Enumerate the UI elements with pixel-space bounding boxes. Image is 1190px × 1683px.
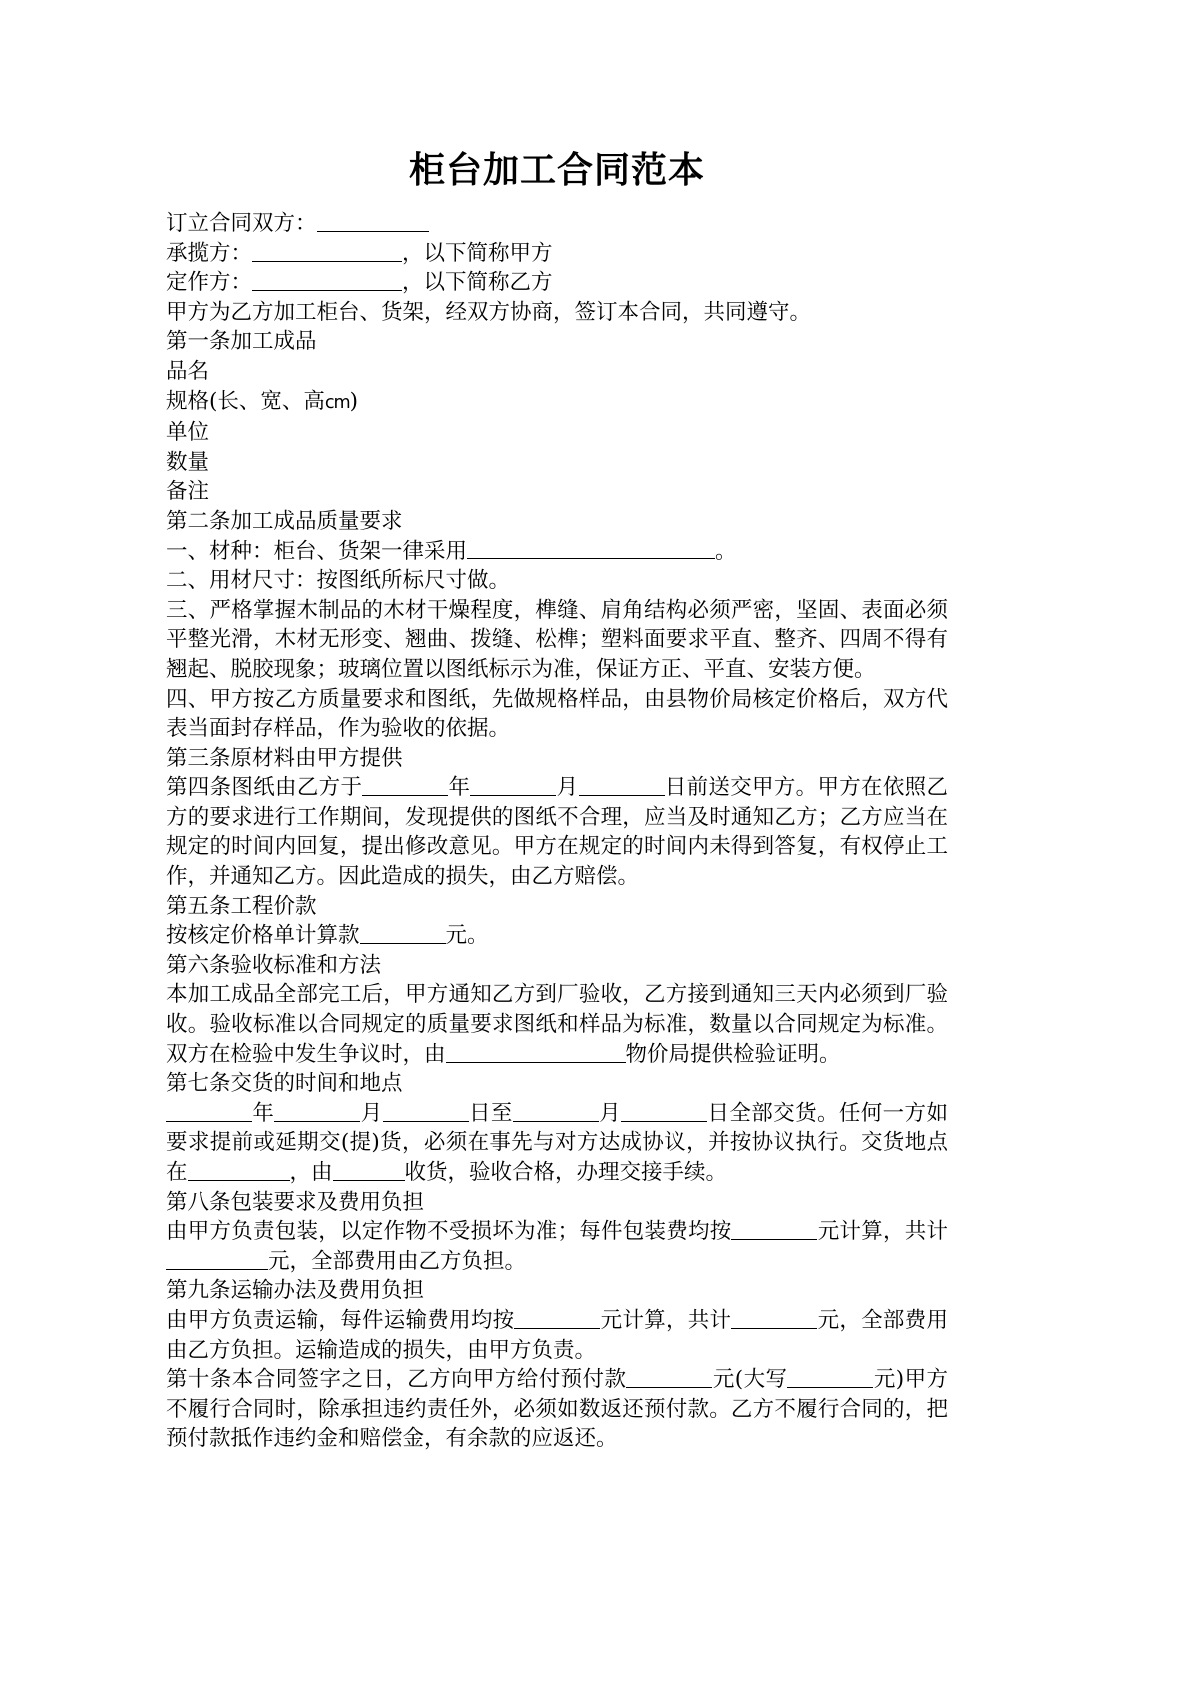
paragraph-article-9-body bbox=[166, 1306, 948, 1365]
text-run: 年 bbox=[448, 775, 471, 801]
text-run: 第三条原材料由甲方提供 bbox=[166, 745, 403, 771]
page-title: 柜台加工合同范本 bbox=[408, 150, 705, 191]
fill-in-blank[interactable] bbox=[256, 1158, 290, 1181]
paragraph-preamble bbox=[166, 298, 948, 328]
text-run: 第一条加工成品 bbox=[166, 329, 317, 355]
paragraph-article-5-heading bbox=[166, 892, 948, 922]
text-run: 数量 bbox=[166, 449, 210, 475]
text-run: 物价局提供检验证明。 bbox=[625, 1041, 841, 1067]
text-run: 本加工成品全部完工后，甲方通知乙方到厂验收，乙方接到通知三天内必须到厂验收。验收标准以合同规定的质量要求图纸和样品为标准，数量以合同规定为标准。双方在检验中发生争议时，由 bbox=[166, 982, 948, 1067]
text-run: ) bbox=[349, 388, 359, 414]
fill-in-blank[interactable] bbox=[621, 1099, 707, 1122]
text-run: 单位 bbox=[166, 420, 210, 446]
text-run: 日至 bbox=[468, 1100, 513, 1126]
fill-in-blank[interactable] bbox=[731, 1217, 817, 1240]
text-run: 由甲方负责运输，每件运输费用均按 bbox=[166, 1307, 515, 1333]
text-run: 元计算，共计 bbox=[600, 1307, 732, 1333]
text-run: 元，全部费用由乙方负担。 bbox=[268, 1248, 527, 1274]
paragraph-parties-heading bbox=[166, 209, 948, 239]
paragraph-article-2-item-2 bbox=[166, 566, 948, 596]
text-run: 元)甲方不履行合同时，除承担违约责任外，必须如数返还预付款。乙方不履行合同的，把预付款抵作违约金和赔偿金，有余款的应返还。 bbox=[166, 1367, 949, 1452]
fill-in-blank[interactable] bbox=[467, 537, 715, 560]
fill-in-blank[interactable] bbox=[579, 773, 665, 796]
paragraph-article-9-heading bbox=[166, 1276, 948, 1306]
text-run: 三、严格掌握木制品的木材干燥程度，榫缝、肩角结构必须严密，坚固、表面必须平整光滑，木材无形变、翘曲、拨缝、松榫；塑料面要求平直、整齐、四周不得有翘起、脱胶现象；玻璃位置以图纸标示为准，保证方正、平直、安装方便。 bbox=[166, 597, 948, 682]
text-run: 月 bbox=[556, 775, 579, 801]
paragraph-article-6-body bbox=[166, 980, 948, 1069]
fill-in-blank[interactable] bbox=[252, 239, 402, 262]
text-run: 由甲方负责包装，以定作物不受损坏为准；每件包装费均按 bbox=[166, 1219, 732, 1245]
text-run: 按核定价格单计算款 bbox=[166, 923, 360, 949]
fill-in-blank[interactable] bbox=[333, 1158, 405, 1181]
paragraph-article-4 bbox=[166, 773, 948, 891]
fill-in-blank[interactable] bbox=[513, 1099, 599, 1122]
fill-in-blank[interactable] bbox=[188, 1158, 256, 1181]
text-run: 月 bbox=[598, 1100, 622, 1126]
paragraph-article-8-heading bbox=[166, 1188, 948, 1218]
text-run: 第十条本合同签字之日，乙方向甲方给付预付款 bbox=[166, 1367, 627, 1393]
text-run: 品名 bbox=[166, 358, 210, 384]
text-run: 备注 bbox=[166, 479, 210, 505]
fill-in-blank[interactable] bbox=[731, 1306, 817, 1329]
text-run: 收货，验收合格，办理交接手续。 bbox=[404, 1160, 728, 1185]
text-run: 第五条工程价款 bbox=[166, 893, 317, 919]
text-run: 一、材种：柜台、货架一律采用 bbox=[166, 538, 468, 564]
paragraph-orderer-line bbox=[166, 268, 948, 298]
fill-in-blank[interactable] bbox=[166, 1099, 252, 1122]
fill-in-blank[interactable] bbox=[514, 1306, 600, 1329]
paragraph-contractor-line bbox=[166, 239, 948, 269]
paragraph-field-remarks bbox=[166, 477, 948, 507]
paragraph-article-2-item-1 bbox=[166, 537, 948, 567]
fill-in-blank[interactable] bbox=[252, 268, 402, 291]
paragraph-article-8-body bbox=[166, 1217, 948, 1276]
fill-in-blank[interactable] bbox=[274, 1099, 360, 1122]
paragraph-field-product-name bbox=[166, 357, 948, 387]
paragraph-article-2-item-3 bbox=[166, 596, 948, 685]
text-run: ，以下简称甲方 bbox=[402, 240, 553, 266]
text-run: 元。 bbox=[445, 923, 489, 949]
paragraph-field-quantity bbox=[166, 448, 948, 478]
text-run: 元计算，共计 bbox=[817, 1219, 948, 1245]
paragraph-article-5-body bbox=[166, 921, 948, 951]
text-run: 月 bbox=[360, 1100, 383, 1126]
text-run: 二、用材尺寸：按图纸所标尺寸做。 bbox=[166, 568, 511, 594]
paragraph-article-10 bbox=[166, 1365, 948, 1454]
fill-in-blank[interactable] bbox=[360, 921, 446, 944]
text-run: 订立合同双方： bbox=[166, 211, 317, 236]
text-run: 第四条图纸由乙方于 bbox=[166, 775, 363, 801]
text-run: 定作方： bbox=[166, 270, 253, 296]
text-run: 第二条加工成品质量要求 bbox=[166, 508, 403, 534]
paragraph-article-7-body bbox=[166, 1099, 948, 1188]
text-run: 元，全部费用由乙方负担。运输造成的损失，由甲方负责。 bbox=[166, 1307, 948, 1363]
paragraph-article-7-heading bbox=[166, 1069, 948, 1099]
text-run: 第六条验收标准和方法 bbox=[166, 952, 382, 978]
text-run: 第九条运输办法及费用负担 bbox=[166, 1278, 425, 1304]
text-run: 日全部交货。任何一方如要求提前或延期交(提)货，必须在事先与对方达成协议，并按协议执行。交货地点在 bbox=[166, 1100, 948, 1185]
text-run: 规格(长、宽、高 bbox=[166, 388, 325, 414]
document-content bbox=[166, 0, 948, 1454]
text-run: 甲方为乙方加工柜台、货架，经双方协商，签订本合同，共同遵守。 bbox=[166, 299, 812, 325]
paragraph-field-spec bbox=[166, 387, 948, 419]
text-run: 承揽方： bbox=[166, 240, 253, 266]
paragraph-article-3 bbox=[166, 744, 948, 774]
unit-label: cm bbox=[324, 392, 350, 413]
text-run: 第八条包装要求及费用负担 bbox=[166, 1189, 425, 1215]
document-body bbox=[166, 209, 948, 1454]
fill-in-blank[interactable] bbox=[470, 773, 556, 796]
fill-in-blank[interactable] bbox=[317, 209, 429, 232]
fill-in-blank[interactable] bbox=[166, 1247, 234, 1270]
text-run: 年 bbox=[252, 1100, 275, 1126]
text-run: 元(大写 bbox=[712, 1367, 788, 1393]
paragraph-article-2-heading bbox=[166, 507, 948, 537]
text-run: 日前送交甲方。甲方在依照乙方的要求进行工作期间，发现提供的图纸不合理，应当及时通知乙方；乙方应当在规定的时间内回复，提出修改意见。甲方在规定的时间内未得到答复，有权停止工作，并通知乙方。因此造成的损失，由乙方赔偿。 bbox=[166, 775, 948, 890]
fill-in-blank[interactable] bbox=[362, 773, 448, 796]
paragraph-field-unit bbox=[166, 418, 948, 448]
text-run: ，以下简称乙方 bbox=[402, 270, 553, 296]
text-run: ，由 bbox=[289, 1160, 333, 1185]
paragraph-article-1-heading bbox=[166, 327, 948, 357]
paragraph-article-6-heading bbox=[166, 951, 948, 981]
fill-in-blank[interactable] bbox=[626, 1365, 712, 1388]
paragraph-article-2-item-4 bbox=[166, 685, 948, 744]
fill-in-blank[interactable] bbox=[234, 1247, 268, 1270]
text-run: 第七条交货的时间和地点 bbox=[166, 1071, 403, 1097]
fill-in-blank[interactable] bbox=[446, 1040, 626, 1063]
text-run: 四、甲方按乙方质量要求和图纸，先做规格样品，由县物价局核定价格后，双方代表当面封存样品，作为验收的依据。 bbox=[166, 686, 948, 742]
text-run: 。 bbox=[715, 538, 737, 564]
fill-in-blank[interactable] bbox=[787, 1365, 873, 1388]
fill-in-blank[interactable] bbox=[383, 1099, 469, 1122]
